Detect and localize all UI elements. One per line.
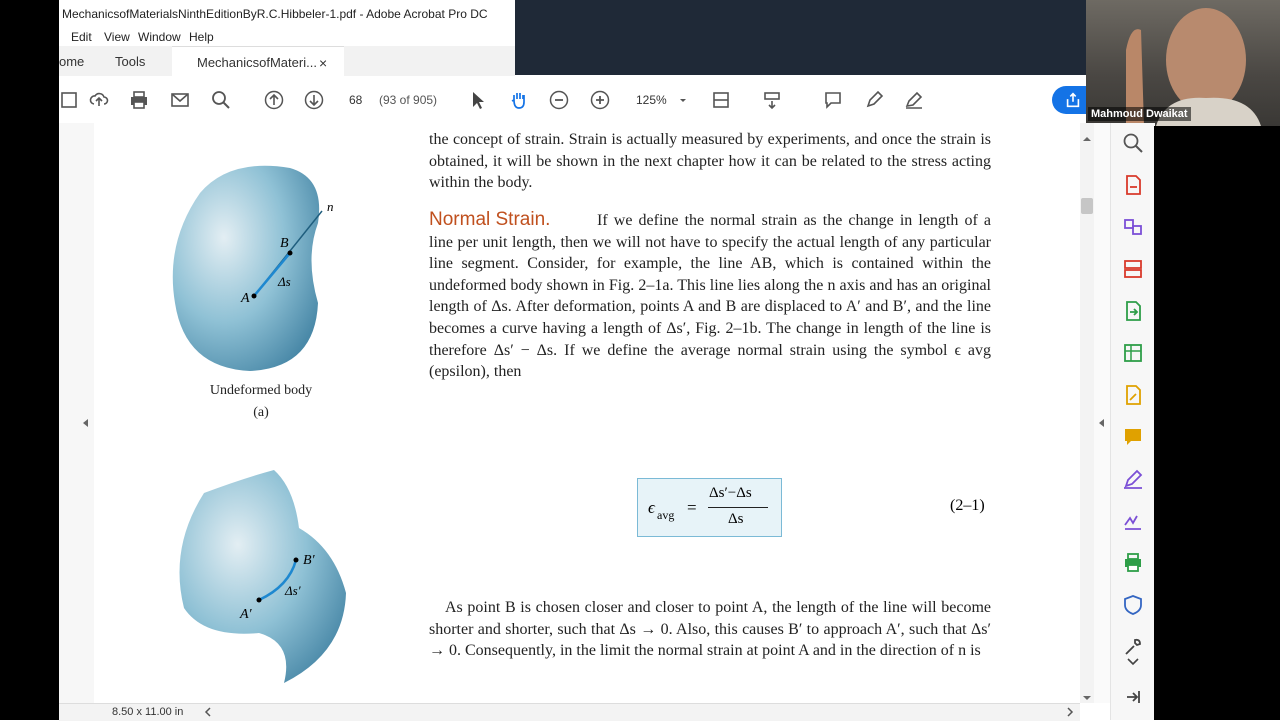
send-for-signature-icon[interactable]	[1122, 510, 1144, 532]
eq-equals: =	[687, 498, 697, 517]
save-icon[interactable]	[59, 90, 79, 110]
email-icon[interactable]	[170, 90, 190, 110]
export-pdf-icon[interactable]	[1122, 300, 1144, 322]
label-delta-s-prime: Δs′	[285, 583, 301, 598]
menu-window[interactable]: Window	[138, 30, 181, 44]
eq-subscript: avg	[657, 508, 675, 522]
collapse-right-panel-icon[interactable]	[1097, 415, 1107, 425]
print-production-icon[interactable]	[1122, 552, 1144, 574]
menu-edit[interactable]: Edit	[71, 30, 92, 44]
organize-pages-icon[interactable]	[1122, 258, 1144, 280]
sign-icon[interactable]	[904, 90, 924, 110]
tab-document-label: MechanicsofMateri...	[197, 55, 317, 70]
label-a-prime: A′	[240, 607, 252, 622]
label-a: A	[241, 291, 250, 306]
status-bar	[59, 703, 1080, 721]
export-spreadsheet-icon[interactable]	[1122, 342, 1144, 364]
paragraph-strain-intro: the concept of strain. Strain is actually measured by experiments, and once the strain is obtained, it will be shown in the next chapter how it can be related to the stress acting within the body.	[429, 131, 991, 192]
comment-tool-icon[interactable]	[1122, 426, 1144, 448]
menu-help[interactable]: Help	[189, 30, 214, 44]
undeformed-body-shape	[173, 166, 319, 371]
scroll-up-icon[interactable]	[1082, 131, 1092, 141]
eq-epsilon: ϵ	[648, 498, 655, 517]
window-title: MechanicsofMaterialsNinthEditionByR.C.Hibbeler-1.pdf - Adobe Acrobat Pro DC	[59, 0, 515, 28]
main-toolbar	[59, 76, 1085, 124]
select-cursor-icon[interactable]	[468, 90, 488, 110]
hand-tool-icon[interactable]	[509, 90, 529, 110]
deformed-body-shape	[180, 470, 347, 683]
desktop-background	[515, 0, 1086, 75]
tab-document[interactable]	[172, 46, 344, 77]
right-panel-toggle-strip	[1094, 123, 1110, 703]
equation-box	[637, 478, 782, 537]
search-tool-icon[interactable]	[1122, 132, 1144, 154]
participant-name: Mahmoud Dwaikat	[1088, 107, 1191, 121]
right-tools-panel	[1110, 123, 1155, 720]
paragraph-normal-strain: If we define the normal strain as the change in length of a line per unit length, then we will not have to specify the actual length of any particular line segment. Consider, for example, the line AB, which is contained within the undeformed body shown in Fig. 2–1a. This line lies along the n axis and has an original length of Δs. After deformation, points A and B are displaced to A′ and B′, and the line becomes a curve having a length of Δs′, Fig. 2–1b. The change in length of the line is therefore Δs′ − Δs. If we define the average normal strain using the symbol ϵ avg (epsilon), then	[429, 212, 991, 381]
heading-normal-strain: Normal Strain.	[429, 209, 551, 230]
page-display-icon[interactable]	[711, 90, 731, 110]
highlight-pen-icon[interactable]	[864, 90, 884, 110]
zoom-select[interactable]: 125%	[636, 93, 667, 107]
scroll-left-icon[interactable]	[203, 707, 213, 717]
paragraph-limit: As point B is chosen closer and closer to point A, the length of the line will become shorter and shorter, such that Δs → 0. Also, this causes B′ to approach A′, such that Δs′ → 0. Consequently, in the limit the normal strain at point A and in the direction of n is	[429, 599, 991, 660]
collapse-tools-icon[interactable]	[1122, 686, 1144, 708]
collapse-left-panel-icon[interactable]	[81, 415, 91, 425]
print-icon[interactable]	[129, 90, 149, 110]
scrollbar-thumb[interactable]	[1081, 198, 1093, 214]
fill-sign-icon[interactable]	[1122, 468, 1144, 490]
share-button[interactable]	[1052, 86, 1086, 114]
search-icon[interactable]	[211, 90, 231, 110]
equation-number: (2–1)	[950, 497, 985, 514]
create-pdf-icon[interactable]	[1122, 174, 1144, 196]
scroll-down-icon[interactable]	[1082, 690, 1092, 700]
zoom-out-icon[interactable]	[549, 90, 569, 110]
label-b-prime: B′	[303, 553, 315, 568]
edit-pdf-icon[interactable]	[1122, 384, 1144, 406]
tab-close-icon[interactable]: ×	[319, 55, 328, 71]
scroll-mode-icon[interactable]	[762, 90, 782, 110]
screen-left-border	[0, 0, 59, 720]
vertical-scrollbar[interactable]	[1080, 123, 1094, 703]
undeformed-body-figure	[170, 163, 350, 378]
document-page	[94, 123, 1080, 703]
combine-files-icon[interactable]	[1122, 216, 1144, 238]
tab-home[interactable]: ome	[59, 54, 85, 69]
page-number-input[interactable]: 68	[349, 93, 363, 107]
figure-a-caption: Undeformed body	[209, 383, 313, 398]
comment-icon[interactable]	[823, 90, 843, 110]
tab-tools[interactable]: Tools	[115, 54, 146, 69]
figure-a-label: (a)	[253, 405, 269, 420]
eq-numerator: Δs′−Δs	[709, 485, 752, 501]
page-count: (93 of 905)	[379, 93, 438, 107]
menu-view[interactable]: View	[104, 30, 130, 44]
eq-fraction-bar	[708, 507, 768, 508]
left-navigation-panel	[59, 123, 95, 703]
page-size: 8.50 x 11.00 in	[112, 706, 184, 718]
next-page-icon[interactable]	[304, 90, 324, 110]
scroll-right-icon[interactable]	[1065, 707, 1075, 717]
zoom-dropdown-icon[interactable]	[678, 90, 688, 110]
deformed-body-figure	[174, 468, 354, 688]
expand-tools-chevron-icon[interactable]	[1122, 655, 1144, 669]
previous-page-icon[interactable]	[264, 90, 284, 110]
zoom-in-icon[interactable]	[590, 90, 610, 110]
label-delta-s: Δs	[278, 274, 291, 289]
label-n: n	[327, 199, 334, 214]
eq-denominator: Δs	[728, 511, 744, 527]
protect-shield-icon[interactable]	[1122, 594, 1144, 616]
menu-bar	[59, 28, 515, 46]
upload-cloud-icon[interactable]	[89, 90, 109, 110]
label-b: B	[280, 236, 289, 251]
tab-bar	[59, 46, 515, 76]
screen-right-border	[1154, 126, 1280, 720]
